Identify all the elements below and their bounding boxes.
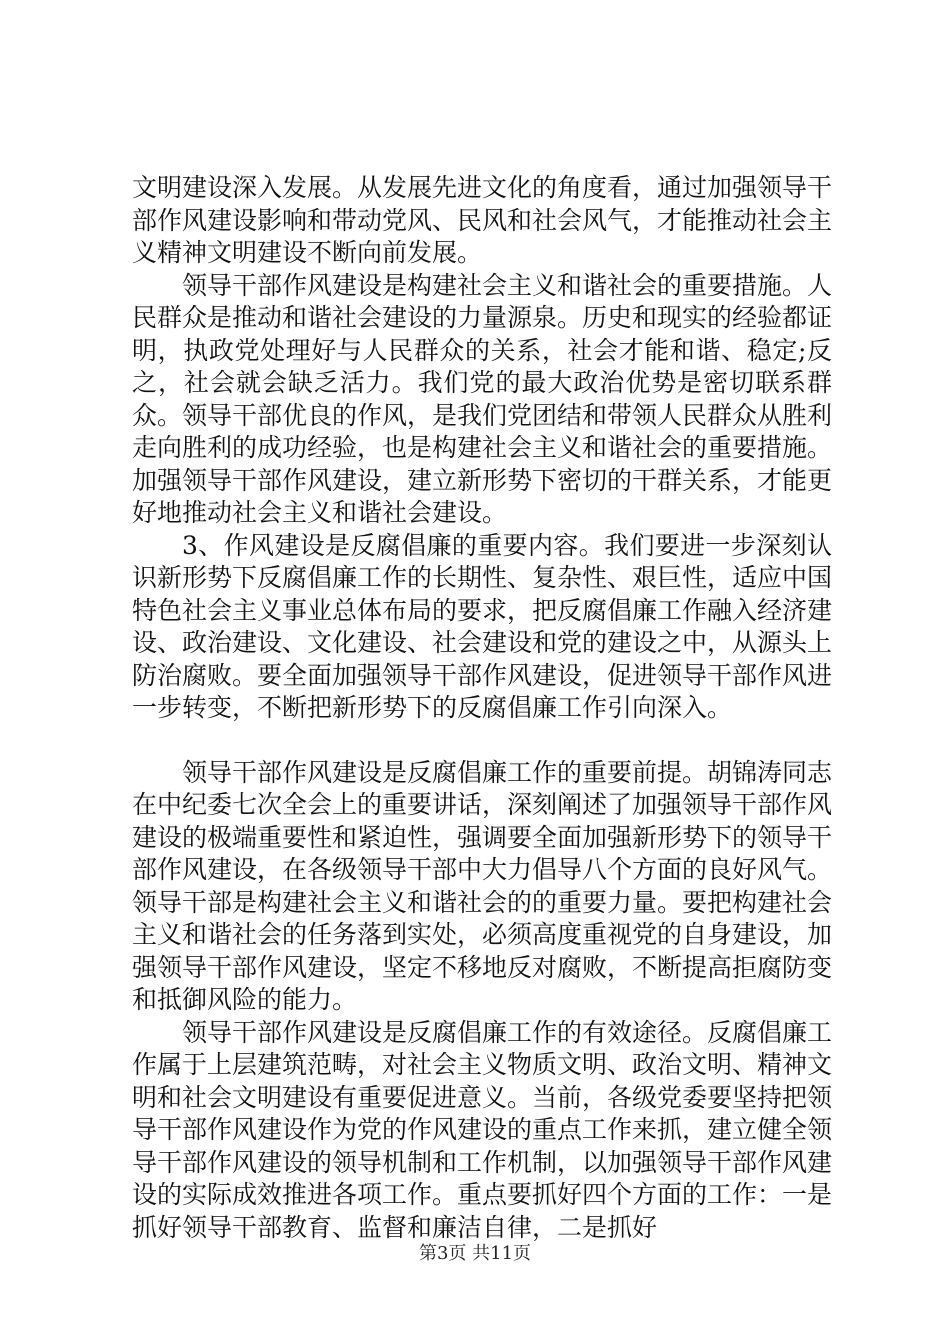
paragraph-anti-corruption-approach: 领导干部作风建设是反腐倡廉工作的有效途径。反腐倡廉工作属于上层建筑范畴，对社会主义物质文明、政治文明、精神文明和社会文明建设有重要促进意义。当前，各级党委要坚持把领导干部作风建设作为党的作风建设的重点工作来抓，建立健全领导干部作风建设的领导机制和工作机制，以加强领导干部作风建设的实际成效推进各项工作。重点要抓好四个方面的工作：一是抓好领导干部教育、监督和廉洁自律，二是抓好: [132, 1017, 833, 1242]
document-body: [132, 172, 832, 1244]
page-number-footer: 第3页 共11页: [418, 1243, 532, 1264]
paragraph-continuation: 文明建设深入发展。从发展先进文化的角度看，通过加强领导干部作风建设影响和带动党风、民风和社会风气，才能推动社会主义精神文明建设不断向前发展。: [132, 173, 833, 267]
paragraph-anti-corruption-content: 3、作风建设是反腐倡廉的重要内容。我们要进一步深刻认识新形势下反腐倡廉工作的长期性、复杂性、艰巨性，适应中国特色社会主义事业总体布局的要求，把反腐倡廉工作融入经济建设、政治建设、文化建设、社会建设和党的建设之中，从源头上防治腐败。要全面加强领导干部作风建设，促进领导干部作风进一步转变，不断把新形势下的反腐倡廉工作引向深入。: [132, 530, 833, 722]
paragraph-anti-corruption-premise: 领导干部作风建设是反腐倡廉工作的重要前提。胡锦涛同志在中纪委七次全会上的重要讲话，深刻阐述了加强领导干部作风建设的极端重要性和紧迫性，强调要全面加强新形势下的领导干部作风建设，在各级领导干部中大力倡导八个方面的良好风气。领导干部是构建社会主义和谐社会的的重要力量。要把构建社会主义和谐社会的任务落到实处，必须高度重视党的自身建设，加强领导干部作风建设，坚定不移地反对腐败，不断提高拒腐防变和抵御风险的能力。: [132, 757, 833, 1014]
paragraph-harmonious-society: 领导干部作风建设是构建社会主义和谐社会的重要措施。人民群众是推动和谐社会建设的力量源泉。历史和现实的经验都证明，执政党处理好与人民群众的关系，社会才能和谐、稳定;反之，社会就会缺乏活力。我们党的最大政治优势是密切联系群众。领导干部优良的作风，是我们党团结和带领人民群众从胜利走向胜利的成功经验，也是构建社会主义和谐社会的重要措施。加强领导干部作风建设，建立新形势下密切的干群关系，才能更好地推动社会主义和谐社会建设。: [132, 270, 833, 527]
